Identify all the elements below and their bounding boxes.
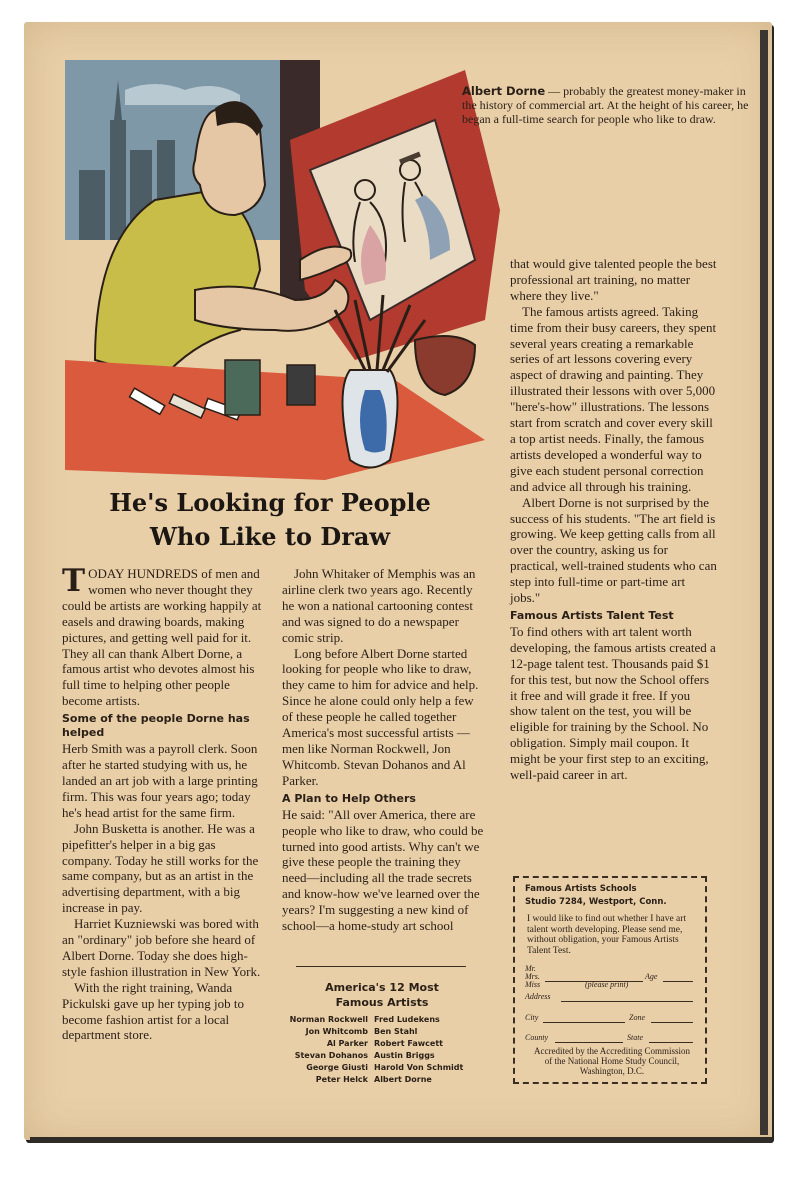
county-field-line[interactable] xyxy=(555,1042,623,1043)
divider-rule xyxy=(296,966,466,967)
artist-name: Jon Whitcomb xyxy=(305,1027,368,1036)
label-county: County xyxy=(525,1033,549,1042)
headline xyxy=(60,486,480,554)
artists-row xyxy=(270,1026,490,1038)
coupon-school-name: Famous Artists Schools xyxy=(525,884,637,894)
label-city: City xyxy=(525,1013,539,1022)
paragraph-artists-agreed: The famous artists agreed. Taking time from their busy careers, they spent several years creating a remarkable series of art lessons covering every aspect of drawing and painting. They illustrated their lessons with over 5,000 "here's-how" illustrations. The lessons start from scratch and cover every skill a top artist needs. Finally, the famous artists developed a wonderful way to give each student personal correction and advice all through his training. xyxy=(510,303,717,494)
article-column-3 xyxy=(510,256,717,783)
age-field-line[interactable] xyxy=(663,981,693,982)
paragraph-wanda-pickulski: With the right training, Wanda Pickulski gave up her typing job to become fashion artist for a local department store. xyxy=(62,979,244,1043)
subhead-plan-to-help: A Plan to Help Others xyxy=(282,791,416,805)
subhead-talent-test: Famous Artists Talent Test xyxy=(510,608,674,622)
label-age: Age xyxy=(645,972,658,981)
bowl xyxy=(415,336,475,395)
label-state: State xyxy=(627,1033,643,1042)
coupon-request-text: I would like to find out whether I have art talent worth developing. Please send me, without obligation, your Famous Artists Talent Test. xyxy=(527,914,687,956)
artist-name: Peter Helck xyxy=(315,1075,368,1084)
label-miss: Miss xyxy=(525,980,541,989)
illustration-caption xyxy=(462,84,762,126)
artist-name: Al Parker xyxy=(326,1039,368,1048)
paragraph-talent-test: To find others with art talent worth developing, the famous artists created a 12-page talent test. Thousands paid $1 for this test, but now the School offers it free and will grade it free. If you show talent on the test, you will be eligible for training by the School. No obligation. Simply mail coupon. It might be your first step to an exciting, well-paid career in art. xyxy=(510,623,716,783)
intro-text: of men and women who never thought they could be artists are working happily at easels and drawing boards, making pictures, and getting well paid for it. They all can thank Albert Dorne, a famous artist who devotes almost his full time to helping other people become artists. xyxy=(62,566,262,709)
artist-name: Stevan Dohanos xyxy=(294,1051,368,1060)
paragraph-john-busketta: John Busketta is another. He was a pipefitter's helper in a big gas company. Today he still works for the same company, but as an artist in the advertising department, with a big increase in pay. xyxy=(62,820,259,916)
zone-field-line[interactable] xyxy=(651,1022,693,1023)
paragraph-john-whitaker: John Whitaker of Memphis was an airline clerk two years ago. Recently he won a national cartooning contest and was signed to do a newspaper comic strip. xyxy=(282,566,476,645)
paragraph-long-before: Long before Albert Dorne started looking for people who like to draw, they came to him for advice and help. Since he alone could only help a few of these people he called together America's most successful artists —men like Norman Rockwell, Jon Whitcomb. Stevan Dohanos and Al Parker. xyxy=(282,645,479,788)
artists-row xyxy=(270,1062,490,1074)
name-field-line[interactable] xyxy=(545,981,643,982)
artists-list-title-line-1: America's 12 Most xyxy=(325,981,439,994)
artist-name: Ben Stahl xyxy=(374,1027,418,1036)
artists-row xyxy=(270,1038,490,1050)
address-field-line[interactable] xyxy=(561,1001,693,1002)
label-please-print: (please print) xyxy=(585,980,629,989)
article-column-1 xyxy=(62,563,265,1043)
artist-name: Robert Fawcett xyxy=(374,1039,443,1048)
mail-in-coupon[interactable] xyxy=(513,876,707,1084)
artist-illustration xyxy=(65,60,500,480)
cover-spine-edge xyxy=(760,30,768,1135)
subhead-people-helped: Some of the people Dorne has helped xyxy=(62,712,250,740)
paragraph-he-said: He said: "All over America, there are people who like to draw, who could be turned into good artists. Why can't we give these people the training they need—including all the trade secrets and know-how we've learned over the years? I'm suggesting a new kind of school—a home-study art school xyxy=(282,806,484,934)
article-intro-paragraph xyxy=(62,563,265,709)
artist-name: Albert Dorne xyxy=(374,1075,432,1084)
artists-row xyxy=(270,1014,490,1026)
label-mrs: Mrs. xyxy=(525,972,540,981)
artist-name: Norman Rockwell xyxy=(289,1015,368,1024)
headline-line-2: Who Like to Draw xyxy=(149,522,391,551)
vase-blue-wash xyxy=(360,390,387,453)
article-column-2 xyxy=(282,566,485,934)
label-mr: Mr. xyxy=(525,964,536,973)
paragraph-continued: that would give talented people the best professional art training, no matter where they live." xyxy=(510,256,717,303)
artists-row xyxy=(270,1050,490,1062)
label-address: Address xyxy=(525,992,551,1001)
drop-cap: T xyxy=(62,563,86,599)
artists-row xyxy=(270,1074,490,1086)
state-field-line[interactable] xyxy=(649,1042,693,1043)
artist-name: Fred Ludekens xyxy=(374,1015,440,1024)
paragraph-harriet-kuzniewski: Harriet Kuzniewski was bored with an "ordinary" job before she heard of Albert Dorne. Today she does high-style fashion illustration in New York. xyxy=(62,916,261,979)
paragraph-not-surprised: Albert Dorne is not surprised by the success of his students. "The art field is growing. We keep getting calls from all over the country, asking us for practical, well-trained students who can step into full-time or part-time art jobs." xyxy=(510,494,717,606)
headline-line-1: He's Looking for People xyxy=(109,488,431,517)
coupon-accreditation: Accredited by the Accrediting Commission of the National Home Study Council, Washington, D.C. xyxy=(534,1046,690,1076)
artists-list-title-line-2: Famous Artists xyxy=(335,996,429,1009)
caption-text: — probably the greatest money-maker in the history of commercial art. At the height of his career, he began a full-time search for people who like to draw. xyxy=(462,84,749,126)
city-field-line[interactable] xyxy=(543,1022,625,1023)
label-zone: Zone xyxy=(629,1013,645,1022)
coupon-header xyxy=(525,883,701,909)
coupon-address: Studio 7284, Westport, Conn. xyxy=(525,897,667,907)
caption-name: Albert Dorne xyxy=(462,84,546,98)
lead-caps: ODAY HUNDREDS xyxy=(88,566,198,581)
paragraph-herb-smith: Herb Smith was a payroll clerk. Soon after he started studying with us, he landed an art job with a large printing firm. This was four years ago; today he's head artist for the same firm. xyxy=(62,741,258,820)
artist-name: Harold Von Schmidt xyxy=(374,1063,464,1072)
artists-list xyxy=(270,1014,490,1086)
cover-bottom-edge xyxy=(30,1137,772,1143)
artists-list-title xyxy=(282,980,482,1010)
artist-name: George Giusti xyxy=(306,1063,368,1072)
artist-name: Austin Briggs xyxy=(374,1051,435,1060)
